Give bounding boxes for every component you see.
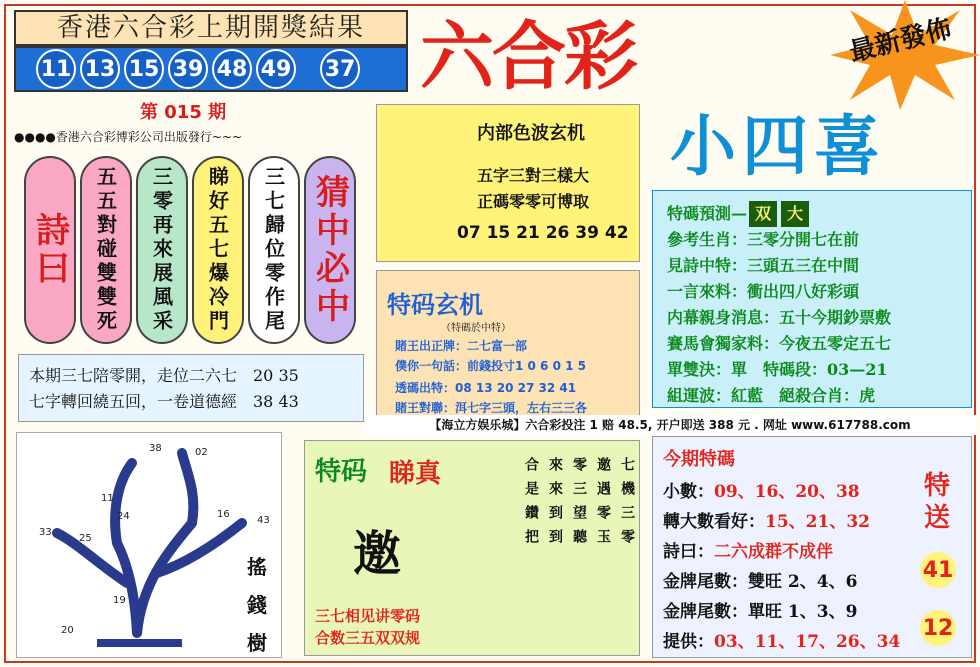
special-ball: 37 — [320, 49, 360, 89]
gift-label: 特送 — [924, 471, 951, 533]
tema-subtitle: （特碼於中特） — [441, 323, 511, 334]
tree-number: 38 — [149, 443, 162, 454]
gift-number: 12 — [920, 610, 956, 646]
prediction-row — [667, 201, 957, 227]
current-row — [663, 537, 833, 562]
prediction-row: 單雙決：單 特碼段：03—21 — [667, 360, 888, 379]
ball: 49 — [256, 49, 296, 89]
tree-number: 24 — [117, 511, 130, 522]
tree-number: 43 — [257, 515, 270, 526]
current-label: 金牌尾數： — [663, 572, 748, 592]
special-footer: 三七相见讲零码 — [315, 607, 421, 625]
tree-number: 20 — [61, 625, 74, 636]
poem-column: 睇好五七爆冷門 — [192, 156, 244, 344]
ad-banner[interactable]: 【海立方娱乐城】六合彩投注 1 赔 48.5, 开户即送 388 元 . 网址 www.617788.com — [364, 415, 976, 435]
ball: 15 — [124, 49, 164, 89]
secret-line: 正碼零零可博取 — [477, 192, 590, 211]
guess-column: 猜中必中 — [304, 156, 356, 344]
secret-box — [376, 104, 640, 262]
prediction-label: 特碼預測— — [667, 204, 748, 223]
tree-number: 25 — [79, 533, 92, 544]
secret-numbers: 07 15 21 26 39 42 — [457, 223, 629, 243]
secret-line: 五字三對三樣大 — [477, 166, 590, 185]
gift-number: 41 — [920, 552, 956, 588]
current-label: 提供： — [663, 632, 714, 652]
prediction-row: 一言來料：衝出四八好彩頭 — [667, 282, 860, 301]
special-title-a: 特码 — [315, 457, 368, 487]
current-row — [663, 477, 860, 502]
current-value: 雙旺 2、4、6 — [748, 572, 858, 592]
poem-label: 詩曰 — [24, 156, 76, 344]
special-column: 邀遇零玉 — [595, 457, 611, 553]
current-row — [663, 597, 857, 622]
special-footer: 合数三五双双规 — [315, 629, 421, 647]
poem-column: 三零再來展風采 — [136, 156, 188, 344]
special-big-char: 邀 — [353, 526, 402, 582]
current-value: 單旺 1、3、9 — [748, 602, 858, 622]
tree-number: 19 — [113, 595, 126, 606]
ball: 39 — [168, 49, 208, 89]
current-value: 09、16、20、38 — [714, 482, 860, 502]
logo-title: 六合彩 — [420, 14, 636, 100]
prediction-box — [652, 190, 972, 408]
ball: 11 — [36, 49, 76, 89]
current-row — [663, 627, 900, 652]
issue-number: 第 015 期 — [140, 102, 227, 123]
tema-box — [376, 270, 640, 416]
publisher-line: ●●●●香港六合彩博彩公司出版發行~~~ — [14, 130, 243, 144]
current-value: 15、21、32 — [765, 512, 870, 532]
prediction-row: 參考生肖：三零分開七在前 — [667, 230, 860, 249]
special-box — [304, 440, 640, 656]
tag-badge: 大 — [781, 201, 809, 227]
special-column: 零三望聽 — [571, 457, 587, 553]
current-label: 金牌尾數： — [663, 602, 748, 622]
current-head: 今期特碼 — [663, 449, 735, 470]
tree-number: 16 — [217, 509, 230, 520]
tema-title: 特码玄机 — [387, 290, 483, 319]
last-draw-title: 香港六合彩上期開獎結果 — [14, 10, 408, 46]
tree-number: 11 — [101, 493, 114, 504]
current-label: 轉大數看好： — [663, 512, 765, 532]
tema-row: 僕你一句話：前錢投寸1 0 6 0 1 5 — [395, 359, 586, 373]
current-label: 小數： — [663, 482, 714, 502]
tema-row: 賭王對聯：洱七字三頭，左右三三各 — [395, 401, 588, 415]
special-column: 七機三零 — [619, 457, 635, 553]
tema-row: 賭王出正牌：二七富一部 — [395, 339, 528, 353]
verse-line: 本期三七陪零開，走位二六七 20 35 — [29, 366, 299, 385]
current-row — [663, 507, 870, 532]
tag-badge: 双 — [749, 201, 777, 227]
ball: 13 — [80, 49, 120, 89]
secret-title: 内部色波玄机 — [477, 123, 585, 144]
current-value: 03、11、17、26、34 — [714, 632, 901, 652]
latest-release-text: 最新發佈 — [846, 13, 955, 69]
prediction-row: 組運波：紅藍 絕殺合肖：虎 — [667, 386, 876, 405]
prediction-row: 賽馬會獨家料：今夜五零定五七 — [667, 334, 892, 353]
tree-number: 02 — [195, 447, 208, 458]
special-title-b: 睇真 — [389, 459, 442, 489]
current-value: 二六成群不成伴 — [714, 542, 833, 562]
current-label: 詩曰： — [663, 542, 714, 562]
prediction-row: 見詩中特：三頭五三在中間 — [667, 256, 860, 275]
money-tree-label: 搖錢樹 — [247, 555, 267, 655]
special-column: 來來到到 — [547, 457, 563, 553]
verse-line: 七字轉回繞五回，一卷道德經 38 43 — [29, 392, 299, 411]
xsx-title: 小四喜 — [670, 107, 886, 185]
poem-column: 三七歸位零作尾 — [248, 156, 300, 344]
current-row — [663, 567, 857, 592]
poem-column: 五五對碰雙雙死 — [80, 156, 132, 344]
tema-row: 透碼出特：08 13 20 27 32 41 — [395, 381, 577, 395]
special-column: 合是鑽把 — [523, 457, 539, 553]
tree-number: 33 — [39, 527, 52, 538]
verse-box — [18, 354, 364, 422]
draw-balls — [14, 46, 408, 92]
ball: 48 — [212, 49, 252, 89]
prediction-row: 内幕親身消息：五十今期鈔票敷 — [667, 308, 892, 327]
